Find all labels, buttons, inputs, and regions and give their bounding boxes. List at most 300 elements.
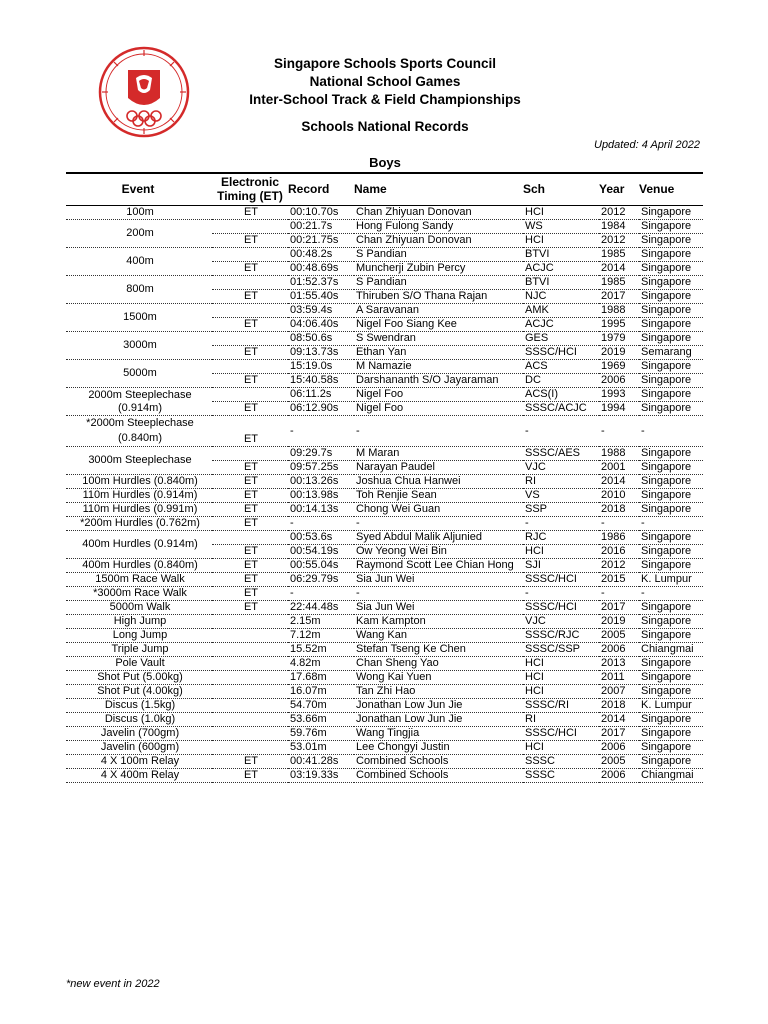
sch-cell: SSSC xyxy=(523,769,599,783)
name-cell: M Maran xyxy=(354,447,523,461)
sch-cell: - xyxy=(523,416,599,447)
year-cell: 2006 xyxy=(599,374,639,388)
venue-cell: Singapore xyxy=(639,629,703,643)
table-row xyxy=(66,360,703,374)
event-cell: 200m xyxy=(66,220,212,248)
et-cell: ET xyxy=(212,346,288,360)
table-row xyxy=(66,671,703,685)
venue-cell: - xyxy=(639,587,703,601)
event-cell: 2000m Steeplechase (0.914m) xyxy=(66,388,212,416)
year-cell: 1994 xyxy=(599,402,639,416)
year-cell: 2019 xyxy=(599,346,639,360)
et-cell: ET xyxy=(212,318,288,332)
record-cell: 22:44.48s xyxy=(288,601,354,615)
table-row xyxy=(66,332,703,346)
sch-cell: ACJC xyxy=(523,262,599,276)
name-cell: Kam Kampton xyxy=(354,615,523,629)
table-row xyxy=(66,248,703,262)
name-cell: Joshua Chua Hanwei xyxy=(354,475,523,489)
venue-cell: Singapore xyxy=(639,657,703,671)
record-cell: 01:55.40s xyxy=(288,290,354,304)
et-cell: ET xyxy=(212,769,288,783)
venue-cell: Chiangmai xyxy=(639,769,703,783)
venue-cell: Singapore xyxy=(639,601,703,615)
venue-cell: K. Lumpur xyxy=(639,699,703,713)
record-cell: 15:19.0s xyxy=(288,360,354,374)
year-cell: 2019 xyxy=(599,615,639,629)
year-cell: 2017 xyxy=(599,601,639,615)
sch-cell: - xyxy=(523,587,599,601)
venue-cell: Singapore xyxy=(639,304,703,318)
et-cell xyxy=(212,671,288,685)
year-cell: 2017 xyxy=(599,290,639,304)
event-cell: High Jump xyxy=(66,615,212,629)
sch-cell: SSSC/HCI xyxy=(523,601,599,615)
record-cell: 03:59.4s xyxy=(288,304,354,318)
year-cell: 1995 xyxy=(599,318,639,332)
table-row xyxy=(66,643,703,657)
sch-cell: SSSC/AES xyxy=(523,447,599,461)
record-cell: 16.07m xyxy=(288,685,354,699)
et-cell: ET xyxy=(212,262,288,276)
name-cell: A Saravanan xyxy=(354,304,523,318)
sch-cell: SSSC/HCI xyxy=(523,727,599,741)
footnote: *new event in 2022 xyxy=(66,978,160,990)
et-cell: ET xyxy=(212,290,288,304)
event-cell: 5000m xyxy=(66,360,212,388)
name-cell: Toh Renjie Sean xyxy=(354,489,523,503)
venue-cell: Singapore xyxy=(639,615,703,629)
record-cell: 15:40.58s xyxy=(288,374,354,388)
et-cell: ET xyxy=(212,402,288,416)
event-cell: 110m Hurdles (0.991m) xyxy=(66,503,212,517)
year-cell: 2018 xyxy=(599,503,639,517)
event-cell: 3000m Steeplechase xyxy=(66,447,212,475)
event-cell: *200m Hurdles (0.762m) xyxy=(66,517,212,531)
record-cell: - xyxy=(288,416,354,447)
venue-cell: Chiangmai xyxy=(639,643,703,657)
council-logo-icon xyxy=(98,46,190,138)
record-cell: 53.66m xyxy=(288,713,354,727)
year-cell: 2014 xyxy=(599,262,639,276)
venue-cell: Singapore xyxy=(639,332,703,346)
record-cell: - xyxy=(288,587,354,601)
record-cell: 08:50.6s xyxy=(288,332,354,346)
et-cell xyxy=(212,643,288,657)
table-top-rule xyxy=(66,172,703,174)
record-cell: 54.70m xyxy=(288,699,354,713)
sch-cell: - xyxy=(523,517,599,531)
venue-cell: Singapore xyxy=(639,290,703,304)
year-cell: 2012 xyxy=(599,206,639,220)
col-sch: Sch xyxy=(523,182,546,196)
record-cell: 03:19.33s xyxy=(288,769,354,783)
venue-cell: Singapore xyxy=(639,360,703,374)
col-name: Name xyxy=(354,182,387,196)
record-cell: 00:48.2s xyxy=(288,248,354,262)
venue-cell: Singapore xyxy=(639,685,703,699)
venue-cell: Singapore xyxy=(639,206,703,220)
name-cell: S Pandian xyxy=(354,276,523,290)
venue-cell: Singapore xyxy=(639,503,703,517)
updated-date: Updated: 4 April 2022 xyxy=(594,139,700,151)
event-cell: Javelin (700gm) xyxy=(66,727,212,741)
table-row xyxy=(66,559,703,573)
et-cell xyxy=(212,332,288,346)
name-cell: Wang Tingjia xyxy=(354,727,523,741)
venue-cell: Singapore xyxy=(639,489,703,503)
et-cell: ET xyxy=(212,517,288,531)
name-cell: Nigel Foo xyxy=(354,402,523,416)
name-cell: Thiruben S/O Thana Rajan xyxy=(354,290,523,304)
table-row xyxy=(66,573,703,587)
name-cell: Stefan Tseng Ke Chen xyxy=(354,643,523,657)
name-cell: Ethan Yan xyxy=(354,346,523,360)
sch-cell: SSSC/SSP xyxy=(523,643,599,657)
event-cell: 400m xyxy=(66,248,212,276)
venue-cell: Singapore xyxy=(639,559,703,573)
sch-cell: HCI xyxy=(523,657,599,671)
venue-cell: Singapore xyxy=(639,374,703,388)
et-cell xyxy=(212,360,288,374)
et-cell xyxy=(212,220,288,234)
record-cell: 01:52.37s xyxy=(288,276,354,290)
year-cell: 2015 xyxy=(599,573,639,587)
document-title: Schools National Records xyxy=(301,119,469,134)
et-cell xyxy=(212,531,288,545)
table-row xyxy=(66,304,703,318)
et-cell xyxy=(212,248,288,262)
record-cell: 09:57.25s xyxy=(288,461,354,475)
name-cell: Raymond Scott Lee Chian Hong xyxy=(354,559,523,573)
venue-cell: Singapore xyxy=(639,531,703,545)
games-name: National School Games xyxy=(309,74,461,89)
name-cell: Ow Yeong Wei Bin xyxy=(354,545,523,559)
name-cell: Tan Zhi Hao xyxy=(354,685,523,699)
col-et-line2: Timing (ET) xyxy=(217,189,283,203)
record-cell: 00:48.69s xyxy=(288,262,354,276)
name-cell: Wang Kan xyxy=(354,629,523,643)
event-cell: 5000m Walk xyxy=(66,601,212,615)
event-cell: 4 X 100m Relay xyxy=(66,755,212,769)
et-cell: ET xyxy=(212,559,288,573)
sch-cell: SSSC/HCI xyxy=(523,346,599,360)
et-cell xyxy=(212,713,288,727)
et-cell: ET xyxy=(212,601,288,615)
year-cell: 1979 xyxy=(599,332,639,346)
event-cell: *3000m Race Walk xyxy=(66,587,212,601)
et-cell: ET xyxy=(212,475,288,489)
col-record: Record xyxy=(288,182,330,196)
et-cell xyxy=(212,685,288,699)
year-cell: 1986 xyxy=(599,531,639,545)
event-cell: 1500m xyxy=(66,304,212,332)
table-row xyxy=(66,755,703,769)
sch-cell: VJC xyxy=(523,461,599,475)
venue-cell: Singapore xyxy=(639,248,703,262)
et-cell: ET xyxy=(212,206,288,220)
year-cell: 2001 xyxy=(599,461,639,475)
year-cell: 2011 xyxy=(599,671,639,685)
venue-cell: Singapore xyxy=(639,220,703,234)
event-cell: 100m Hurdles (0.840m) xyxy=(66,475,212,489)
et-cell xyxy=(212,276,288,290)
name-cell: S Swendran xyxy=(354,332,523,346)
et-cell xyxy=(212,629,288,643)
year-cell: 1969 xyxy=(599,360,639,374)
year-cell: 2017 xyxy=(599,727,639,741)
name-cell: Syed Abdul Malik Aljunied xyxy=(354,531,523,545)
name-cell: - xyxy=(354,587,523,601)
name-cell: Chong Wei Guan xyxy=(354,503,523,517)
record-cell: 59.76m xyxy=(288,727,354,741)
year-cell: 2018 xyxy=(599,699,639,713)
table-row xyxy=(66,657,703,671)
sch-cell: NJC xyxy=(523,290,599,304)
sch-cell: GES xyxy=(523,332,599,346)
table-row xyxy=(66,741,703,755)
year-cell: 1985 xyxy=(599,248,639,262)
sch-cell: BTVI xyxy=(523,276,599,290)
event-cell: Long Jump xyxy=(66,629,212,643)
event-cell: Pole Vault xyxy=(66,657,212,671)
year-cell: 2006 xyxy=(599,643,639,657)
year-cell: 2012 xyxy=(599,559,639,573)
table-row xyxy=(66,531,703,545)
col-et xyxy=(212,175,288,203)
sch-cell: SSSC xyxy=(523,755,599,769)
table-row xyxy=(66,489,703,503)
sch-cell: HCI xyxy=(523,685,599,699)
event-cell: 1500m Race Walk xyxy=(66,573,212,587)
et-cell xyxy=(212,741,288,755)
record-cell: 00:41.28s xyxy=(288,755,354,769)
event-cell: 100m xyxy=(66,206,212,220)
sch-cell: HCI xyxy=(523,741,599,755)
name-cell: Hong Fulong Sandy xyxy=(354,220,523,234)
name-cell: Lee Chongyi Justin xyxy=(354,741,523,755)
event-cell: 110m Hurdles (0.914m) xyxy=(66,489,212,503)
year-cell: 2010 xyxy=(599,489,639,503)
year-cell: 1988 xyxy=(599,447,639,461)
name-cell: Combined Schools xyxy=(354,769,523,783)
venue-cell: Singapore xyxy=(639,262,703,276)
table-row xyxy=(66,727,703,741)
year-cell: 1984 xyxy=(599,220,639,234)
year-cell: 1985 xyxy=(599,276,639,290)
table-row xyxy=(66,769,703,783)
year-cell: 2007 xyxy=(599,685,639,699)
name-cell: Chan Sheng Yao xyxy=(354,657,523,671)
record-cell: 09:13.73s xyxy=(288,346,354,360)
year-cell: 2005 xyxy=(599,629,639,643)
sch-cell: HCI xyxy=(523,545,599,559)
year-cell: 2005 xyxy=(599,755,639,769)
venue-cell: Singapore xyxy=(639,388,703,402)
name-cell: Wong Kai Yuen xyxy=(354,671,523,685)
record-cell: 00:14.13s xyxy=(288,503,354,517)
year-cell: 2012 xyxy=(599,234,639,248)
name-cell: Sia Jun Wei xyxy=(354,573,523,587)
table-row xyxy=(66,416,703,447)
col-venue: Venue xyxy=(639,182,675,196)
venue-cell: Semarang xyxy=(639,346,703,360)
record-cell: 00:53.6s xyxy=(288,531,354,545)
et-cell: ET xyxy=(212,755,288,769)
record-cell: 15.52m xyxy=(288,643,354,657)
name-cell: - xyxy=(354,517,523,531)
et-cell: ET xyxy=(212,503,288,517)
name-cell: Jonathan Low Jun Jie xyxy=(354,713,523,727)
year-cell: 1988 xyxy=(599,304,639,318)
sch-cell: HCI xyxy=(523,206,599,220)
record-cell: 06:12.90s xyxy=(288,402,354,416)
event-cell: 800m xyxy=(66,276,212,304)
sch-cell: HCI xyxy=(523,234,599,248)
event-cell: Discus (1.0kg) xyxy=(66,713,212,727)
name-cell: M Namazie xyxy=(354,360,523,374)
name-cell: Chan Zhiyuan Donovan xyxy=(354,234,523,248)
et-cell xyxy=(212,304,288,318)
venue-cell: - xyxy=(639,517,703,531)
event-cell: 4 X 400m Relay xyxy=(66,769,212,783)
sch-cell: ACJC xyxy=(523,318,599,332)
section-title: Boys xyxy=(369,155,401,170)
venue-cell: Singapore xyxy=(639,461,703,475)
et-cell: ET xyxy=(212,461,288,475)
year-cell: 2013 xyxy=(599,657,639,671)
table-row xyxy=(66,629,703,643)
venue-cell: Singapore xyxy=(639,727,703,741)
et-cell xyxy=(212,727,288,741)
name-cell: Muncherji Zubin Percy xyxy=(354,262,523,276)
event-cell: Discus (1.5kg) xyxy=(66,699,212,713)
sch-cell: SSSC/ACJC xyxy=(523,402,599,416)
record-cell: 00:13.26s xyxy=(288,475,354,489)
record-cell: 00:54.19s xyxy=(288,545,354,559)
sch-cell: WS xyxy=(523,220,599,234)
sch-cell: ACS xyxy=(523,360,599,374)
name-cell: Narayan Paudel xyxy=(354,461,523,475)
et-cell: ET xyxy=(212,416,288,447)
name-cell: Darshananth S/O Jayaraman xyxy=(354,374,523,388)
sch-cell: RI xyxy=(523,475,599,489)
col-event: Event xyxy=(121,182,155,196)
name-cell: Chan Zhiyuan Donovan xyxy=(354,206,523,220)
et-cell xyxy=(212,699,288,713)
table-row xyxy=(66,699,703,713)
table-row xyxy=(66,615,703,629)
et-cell: ET xyxy=(212,234,288,248)
sch-cell: BTVI xyxy=(523,248,599,262)
record-cell: 4.82m xyxy=(288,657,354,671)
event-cell: Javelin (600gm) xyxy=(66,741,212,755)
col-et-line1: Electronic xyxy=(220,175,280,189)
event-cell: Shot Put (4.00kg) xyxy=(66,685,212,699)
sch-cell: VS xyxy=(523,489,599,503)
venue-cell: K. Lumpur xyxy=(639,573,703,587)
name-cell: - xyxy=(354,416,523,447)
record-cell: 06:11.2s xyxy=(288,388,354,402)
sch-cell: SSSC/RJC xyxy=(523,629,599,643)
year-cell: 2006 xyxy=(599,741,639,755)
et-cell: ET xyxy=(212,573,288,587)
record-cell: 04:06.40s xyxy=(288,318,354,332)
name-cell: Nigel Foo xyxy=(354,388,523,402)
name-cell: Combined Schools xyxy=(354,755,523,769)
sch-cell: RI xyxy=(523,713,599,727)
record-cell: 09:29.7s xyxy=(288,447,354,461)
venue-cell: Singapore xyxy=(639,741,703,755)
venue-cell: Singapore xyxy=(639,671,703,685)
records-table xyxy=(66,206,703,783)
table-row xyxy=(66,685,703,699)
table-row xyxy=(66,587,703,601)
year-cell: - xyxy=(599,416,639,447)
event-cell: Triple Jump xyxy=(66,643,212,657)
sch-cell: AMK xyxy=(523,304,599,318)
year-cell: - xyxy=(599,587,639,601)
year-cell: 2016 xyxy=(599,545,639,559)
record-cell: 7.12m xyxy=(288,629,354,643)
venue-cell: Singapore xyxy=(639,276,703,290)
table-row xyxy=(66,475,703,489)
sch-cell: HCI xyxy=(523,671,599,685)
record-cell: 00:10.70s xyxy=(288,206,354,220)
record-cell: 17.68m xyxy=(288,671,354,685)
table-row xyxy=(66,713,703,727)
record-cell: 53.01m xyxy=(288,741,354,755)
year-cell: - xyxy=(599,517,639,531)
record-cell: 00:13.98s xyxy=(288,489,354,503)
record-cell: - xyxy=(288,517,354,531)
et-cell xyxy=(212,388,288,402)
table-row xyxy=(66,503,703,517)
table-row xyxy=(66,220,703,234)
sch-cell: SSSC/RI xyxy=(523,699,599,713)
venue-cell: - xyxy=(639,416,703,447)
et-cell xyxy=(212,657,288,671)
et-cell: ET xyxy=(212,374,288,388)
et-cell xyxy=(212,615,288,629)
event-cell: *2000m Steeplechase (0.840m) xyxy=(66,416,212,447)
name-cell: S Pandian xyxy=(354,248,523,262)
year-cell: 2006 xyxy=(599,769,639,783)
venue-cell: Singapore xyxy=(639,447,703,461)
col-year: Year xyxy=(599,182,625,196)
record-cell: 06:29.79s xyxy=(288,573,354,587)
record-cell: 00:21.7s xyxy=(288,220,354,234)
sch-cell: DC xyxy=(523,374,599,388)
championship-name: Inter-School Track & Field Championships xyxy=(249,92,521,107)
table-row xyxy=(66,388,703,402)
year-cell: 1993 xyxy=(599,388,639,402)
event-cell: 400m Hurdles (0.914m) xyxy=(66,531,212,559)
et-cell: ET xyxy=(212,587,288,601)
sch-cell: VJC xyxy=(523,615,599,629)
records-body xyxy=(66,206,703,783)
table-row xyxy=(66,276,703,290)
et-cell: ET xyxy=(212,545,288,559)
et-cell xyxy=(212,447,288,461)
year-cell: 2014 xyxy=(599,713,639,727)
table-row xyxy=(66,601,703,615)
venue-cell: Singapore xyxy=(639,713,703,727)
venue-cell: Singapore xyxy=(639,234,703,248)
table-row xyxy=(66,447,703,461)
record-cell: 00:55.04s xyxy=(288,559,354,573)
venue-cell: Singapore xyxy=(639,755,703,769)
